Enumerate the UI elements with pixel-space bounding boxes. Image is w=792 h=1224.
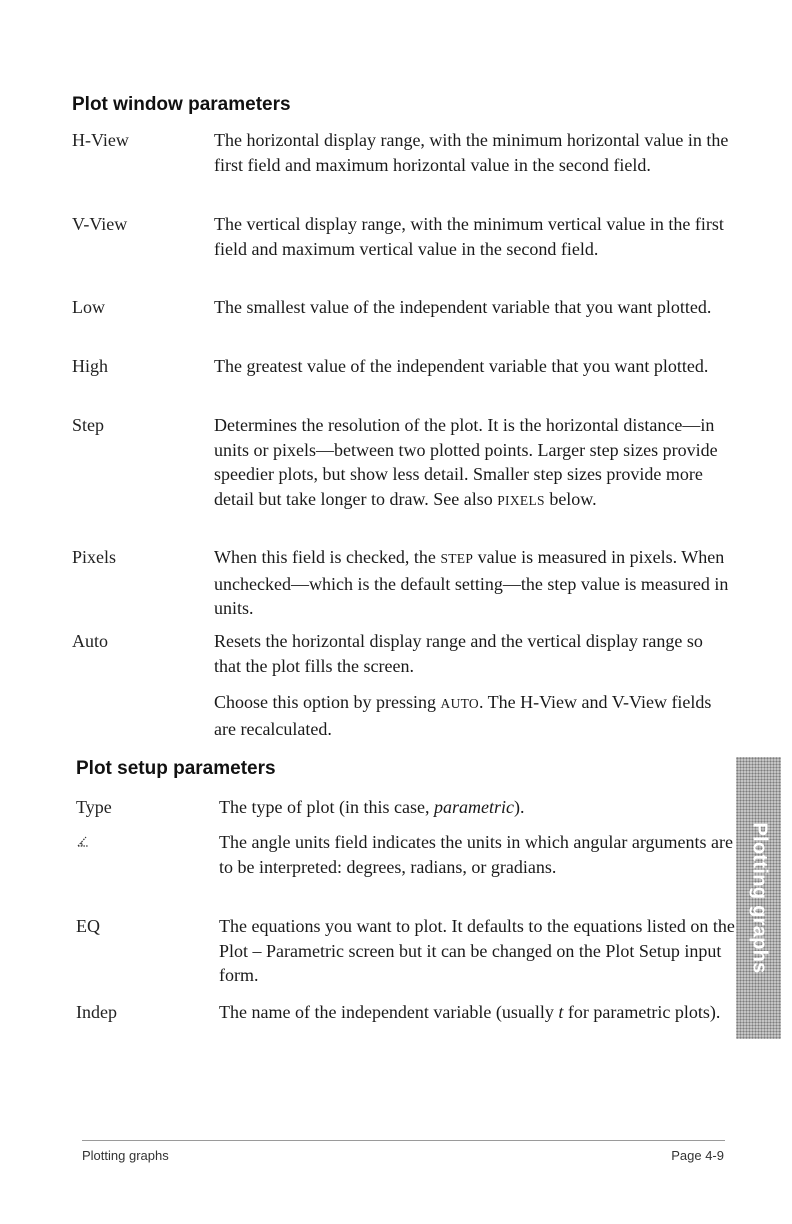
param-desc-text — [214, 545, 732, 621]
param-desc-text: The greatest value of the independent variable that you want plotted. — [214, 356, 709, 376]
param-desc — [214, 545, 732, 621]
param-desc — [214, 354, 732, 379]
param-term: Low — [72, 297, 105, 317]
footer-chapter-title: Plotting graphs — [82, 1148, 169, 1163]
key-label-step: STEP — [440, 551, 474, 566]
param-term: EQ — [76, 916, 100, 936]
param-term: Indep — [76, 1002, 117, 1022]
desc-text-before: The name of the independent variable (usually — [219, 1002, 559, 1022]
param-v-view — [72, 212, 732, 261]
param-desc — [219, 795, 736, 820]
param-auto — [72, 629, 732, 741]
param-desc-text: The horizontal display range, with the minimum horizontal value in the first field and maximum horizontal value in the second field. — [214, 130, 729, 175]
desc-text-before: When this field is checked, the — [214, 547, 441, 567]
key-label-auto: AUTO — [440, 696, 479, 711]
desc-text-before: The type of plot (in this case, — [219, 797, 434, 817]
angle-units-icon — [76, 834, 90, 848]
param-term: Type — [76, 797, 112, 817]
key-label-pixels: PIXELS — [497, 492, 545, 508]
param-term: High — [72, 356, 108, 376]
param-eq — [76, 914, 736, 988]
param-term: Auto — [72, 631, 108, 651]
param-term: Step — [72, 415, 105, 435]
param-desc-text — [214, 413, 732, 513]
param-desc-text: The equations you want to plot. It defaults to the equations listed on the Plot – Parametric screen but it can be changed on the Plot Setup input form. — [219, 916, 735, 985]
desc-italic: parametric — [433, 797, 514, 817]
section-title-plot-window: Plot window parameters — [72, 94, 291, 115]
param-indep — [76, 1000, 736, 1025]
param-h-view — [72, 128, 732, 177]
param-angle-units — [76, 830, 736, 879]
param-term — [76, 830, 206, 855]
param-term: V-View — [72, 214, 128, 234]
desc-text-after: below. — [544, 488, 597, 509]
desc-text-after: for parametric plots). — [563, 1002, 721, 1022]
chapter-side-tab-label: Plotting graphs — [748, 822, 770, 974]
param-desc-text-2 — [214, 690, 732, 741]
footer-divider — [82, 1140, 725, 1141]
desc-text-after: . The H-View and V-View fields are recalculated. — [214, 692, 712, 739]
chapter-side-tab — [736, 757, 781, 1039]
param-type — [76, 795, 736, 820]
param-high — [72, 354, 732, 379]
param-low — [72, 295, 732, 320]
footer-page-number: Page 4-9 — [671, 1148, 724, 1163]
param-desc — [219, 1000, 736, 1025]
param-desc-text: The angle units field indicates the units in which angular arguments are to be interpreted: degrees, radians, or gradians. — [219, 832, 734, 877]
param-desc — [214, 413, 732, 513]
param-desc — [214, 212, 732, 261]
desc-text-after: value is measured in pixels. When unchecked—which is the default setting—the step value is measured in units. — [214, 547, 729, 618]
param-term: Pixels — [72, 547, 117, 567]
param-term: H-View — [72, 130, 129, 150]
desc-text-before: Choose this option by pressing — [214, 692, 441, 712]
desc-text-before: Determines the resolution of the plot. It is the horizontal distance—in units or pixels—between two plotted points. Larger step sizes provide speedier plots, but show less detail. Smaller step sizes provide more detail but take longer to draw. See also — [214, 415, 718, 509]
param-desc-text — [219, 795, 736, 820]
param-desc — [214, 295, 732, 320]
section-title-plot-setup: Plot setup parameters — [76, 758, 276, 779]
desc-text-after: ). — [513, 797, 525, 817]
desc-italic: t — [558, 1002, 564, 1022]
param-desc-text — [219, 1000, 736, 1025]
param-pixels — [72, 545, 732, 621]
param-desc — [219, 830, 736, 879]
param-desc — [214, 128, 732, 177]
param-desc — [214, 629, 732, 741]
param-desc-text: The smallest value of the independent variable that you want plotted. — [214, 297, 712, 317]
param-desc-text: The vertical display range, with the minimum vertical value in the first field and maximum vertical value in the second field. — [214, 214, 724, 259]
param-step — [72, 413, 732, 513]
param-desc — [219, 914, 736, 988]
param-desc-text: Resets the horizontal display range and the vertical display range so that the plot fills the screen. — [214, 631, 703, 676]
